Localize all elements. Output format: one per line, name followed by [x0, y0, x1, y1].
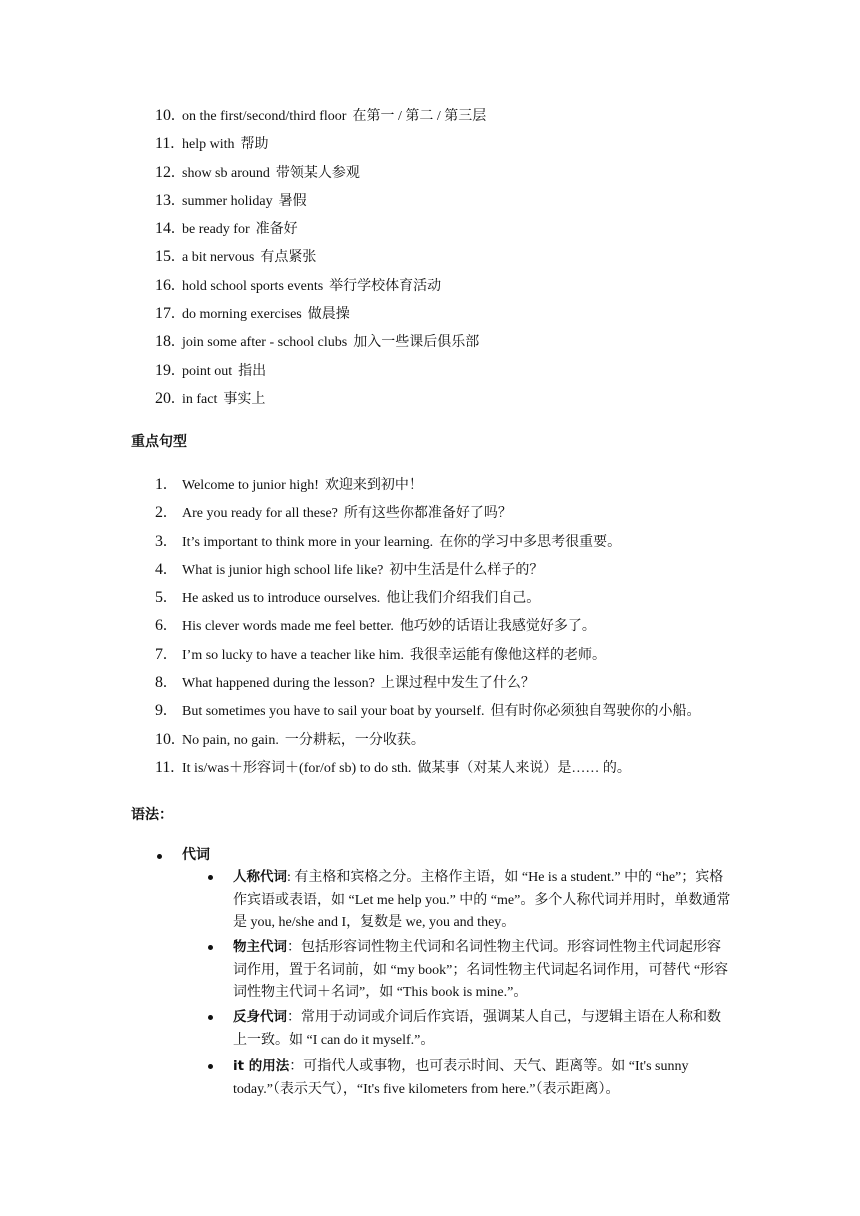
list-item — [155, 471, 701, 499]
list-item — [155, 102, 486, 130]
item-english: I’m so lucky to have a teacher like him. — [182, 647, 404, 663]
grammar-point-label: 物主代词 — [233, 939, 287, 955]
list-item — [155, 159, 486, 187]
item-chinese: 他让我们介绍我们自己。 — [386, 591, 541, 607]
item-chinese: 做某事（对某人来说）是…… 的。 — [417, 760, 631, 776]
grammar-point — [233, 1055, 733, 1101]
list-item — [155, 272, 486, 300]
item-english: His clever words made me feel better. — [182, 619, 394, 635]
list-item — [155, 641, 701, 669]
item-english: join some after - school clubs — [182, 335, 348, 351]
item-english: hold school sports events — [182, 278, 324, 294]
list-item — [155, 300, 486, 328]
item-english: What is junior high school life like? — [182, 562, 384, 578]
item-english: do morning exercises — [182, 307, 302, 323]
item-english: He asked us to introduce ourselves. — [182, 591, 381, 607]
item-english: But sometimes you have to sail your boat by yourself. — [182, 704, 485, 720]
grammar-point-label: it 的用法 — [233, 1058, 290, 1074]
item-english: point out — [182, 363, 233, 379]
item-chinese: 欢迎来到初中！ — [324, 478, 423, 493]
item-chinese: 一分耕耘，一分收获。 — [284, 732, 425, 748]
list-item — [155, 328, 486, 356]
list-item — [155, 130, 486, 158]
item-chinese: 但有时你必须独自驾驶你的小船。 — [490, 704, 701, 720]
item-chinese: 在你的学习中多思考很重要。 — [439, 534, 622, 550]
item-chinese: 指出 — [238, 363, 267, 379]
list-item — [155, 612, 701, 640]
item-english: on the first/second/third floor — [182, 109, 347, 124]
bullet-icon — [208, 1064, 213, 1069]
list-item — [155, 385, 486, 413]
item-chinese: 做晨操 — [307, 307, 350, 323]
grammar-point — [233, 866, 733, 935]
item-number: 18. — [155, 333, 175, 351]
bullet-icon — [157, 854, 162, 859]
item-number: 12. — [155, 163, 175, 181]
list-item — [155, 754, 701, 782]
sentence-list — [155, 471, 701, 782]
list-item — [155, 499, 701, 527]
item-number: 11. — [155, 135, 175, 153]
list-item — [155, 726, 701, 754]
item-english: a bit nervous — [182, 250, 255, 266]
grammar-point-label: 反身代词 — [233, 1009, 287, 1025]
item-number: 3. — [155, 532, 167, 550]
item-english: It’s important to think more in your learning. — [182, 534, 434, 550]
section-title-key-sentences: 重点句型 — [131, 434, 187, 450]
grammar-point-text: ：可指代人或事物，也可表示时间、天气、距离等。如 “It's sunny today.”（表示天气），“It's five kilometers from here.”（表示距离）。 — [233, 1059, 689, 1097]
grammar-point — [233, 1006, 733, 1052]
item-english: be ready for — [182, 222, 250, 238]
section-title-grammar: 语法： — [131, 807, 173, 823]
item-english: summer holiday — [182, 193, 273, 209]
item-number: 4. — [155, 560, 167, 578]
bullet-icon — [208, 945, 213, 950]
item-chinese: 上课过程中发生了什么？ — [380, 676, 535, 692]
item-number: 7. — [155, 645, 167, 663]
item-number: 19. — [155, 361, 175, 379]
item-english: Welcome to junior high! — [182, 478, 319, 493]
list-item — [155, 243, 486, 271]
item-chinese: 暑假 — [278, 193, 307, 209]
item-chinese: 初中生活是什么样子的？ — [389, 562, 544, 578]
item-english: help with — [182, 137, 235, 153]
item-chinese: 带领某人参观 — [275, 165, 360, 181]
item-number: 16. — [155, 276, 175, 294]
item-number: 14. — [155, 220, 175, 238]
grammar-topic-pronoun: 代词 — [182, 847, 210, 863]
item-english: show sb around — [182, 165, 270, 181]
list-item — [155, 669, 701, 697]
grammar-point-text: ：包括形容词性物主代词和名词性物主代词。形容词性物主代词起形容词作用，置于名词前，如 “my book”；名词性物主代词起名词作用，可替代 “形容词性物主代词＋名词”，如 “This book is mine.”。 — [233, 940, 729, 1000]
list-item — [155, 215, 486, 243]
list-item — [155, 556, 701, 584]
list-item — [155, 697, 701, 725]
bullet-icon — [208, 1015, 213, 1020]
item-number: 9. — [155, 702, 167, 720]
list-item — [155, 187, 486, 215]
item-number: 10. — [155, 107, 175, 124]
grammar-point-label: 人称代词 — [233, 869, 287, 885]
item-chinese: 事实上 — [223, 391, 266, 407]
grammar-point-text: : 有主格和宾格之分。主格作主语，如 “He is a student.” 中的 “he”；宾格作宾语或表语，如 “Let me help you.” 中的 “me”。多个人称代词并用时，单数通常是 you, he/she and I，复数是 we, you and they。 — [233, 870, 731, 930]
list-item — [155, 357, 486, 385]
item-english: It is/was＋形容词＋(for/of sb) to do sth. — [182, 760, 412, 776]
item-number: 1. — [155, 476, 167, 493]
item-number: 15. — [155, 248, 175, 266]
item-english: in fact — [182, 391, 218, 407]
grammar-point — [233, 936, 733, 1005]
item-number: 11. — [155, 758, 175, 776]
item-number: 10. — [155, 730, 175, 748]
item-english: Are you ready for all these? — [182, 506, 338, 522]
item-chinese: 他巧妙的话语让我感觉好多了。 — [399, 619, 596, 635]
item-english: What happened during the lesson? — [182, 676, 375, 692]
list-item — [155, 528, 701, 556]
item-chinese: 所有这些你都准备好了吗？ — [343, 506, 512, 522]
list-item — [155, 584, 701, 612]
item-chinese: 在第一 / 第二 / 第三层 — [352, 109, 487, 124]
grammar-point-text: ：常用于动词或介词后作宾语，强调某人自己，与逻辑主语在人称和数上一致。如 “I can do it myself.”。 — [233, 1010, 721, 1048]
item-chinese: 帮助 — [240, 137, 269, 153]
item-number: 17. — [155, 305, 175, 323]
item-number: 2. — [155, 504, 167, 522]
item-english: No pain, no gain. — [182, 732, 279, 748]
item-number: 13. — [155, 191, 175, 209]
item-chinese: 举行学校体育活动 — [329, 278, 442, 294]
item-chinese: 加入一些课后俱乐部 — [353, 335, 480, 351]
item-number: 6. — [155, 617, 167, 635]
item-chinese: 我很幸运能有像他这样的老师。 — [409, 647, 606, 663]
item-number: 8. — [155, 674, 167, 692]
item-number: 5. — [155, 589, 167, 607]
item-number: 20. — [155, 389, 175, 407]
bullet-icon — [208, 875, 213, 880]
item-chinese: 准备好 — [255, 222, 298, 238]
item-chinese: 有点紧张 — [260, 250, 317, 266]
phrase-list — [155, 102, 486, 413]
